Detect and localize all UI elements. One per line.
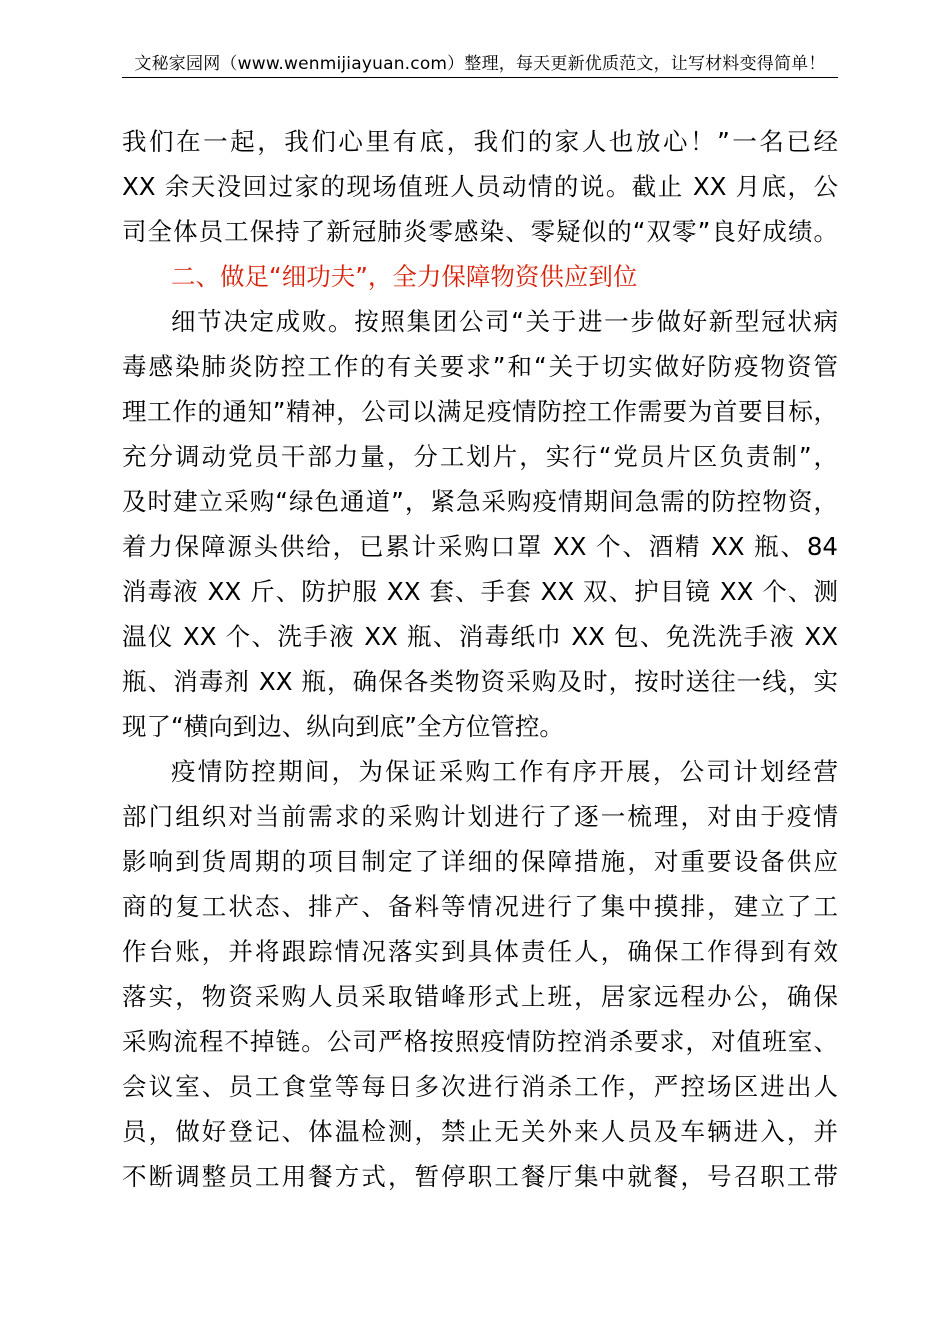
paragraph-line: 消毒液 XX 斤、防护服 XX 套、手套 XX 双、护目镜 XX 个、测 — [122, 577, 838, 606]
section-heading: 二、做足“细功夫”，全力保障物资供应到位 — [171, 262, 638, 291]
paragraph-line: 充分调动党员干部力量，分工划片，实行“党员片区负责制”， — [122, 442, 838, 471]
paragraph-line: 我们在一起，我们心里有底，我们的家人也放心！”一名已经 — [122, 127, 838, 156]
paragraph-line: 部门组织对当前需求的采购计划进行了逐一梳理，对由于疫情 — [122, 802, 838, 831]
paragraph-line: 瓶、消毒剂 XX 瓶，确保各类物资采购及时，按时送往一线，实 — [122, 667, 838, 696]
paragraph-line: 毒感染肺炎防控工作的有关要求”和“关于切实做好防疫物资管 — [122, 352, 838, 381]
paragraph-line: 疫情防控期间，为保证采购工作有序开展，公司计划经营 — [171, 757, 838, 786]
paragraph-line: 作台账，并将跟踪情况落实到具体责任人，确保工作得到有效 — [122, 937, 838, 966]
paragraph-line: 理工作的通知”精神，公司以满足疫情防控工作需要为首要目标， — [122, 397, 838, 426]
paragraph-line: 现了“横向到边、纵向到底”全方位管控。 — [122, 712, 564, 741]
paragraph-line: 着力保障源头供给，已累计采购口罩 XX 个、酒精 XX 瓶、84 — [122, 532, 838, 561]
page-header: 文秘家园网（www.wenmijiayuan.com）整理，每天更新优质范文，让写材料变得简单！ — [134, 54, 826, 74]
paragraph-line: 影响到货周期的项目制定了详细的保障措施，对重要设备供应 — [122, 847, 838, 876]
paragraph-line: 及时建立采购“绿色通道”，紧急采购疫情期间急需的防控物资， — [122, 487, 838, 516]
header-divider — [122, 77, 838, 78]
paragraph-line: 司全体员工保持了新冠肺炎零感染、零疑似的“双零”良好成绩。 — [122, 217, 838, 246]
paragraph-line: 采购流程不掉链。公司严格按照疫情防控消杀要求，对值班室、 — [122, 1027, 838, 1056]
paragraph-line: XX 余天没回过家的现场值班人员动情的说。截止 XX 月底，公 — [122, 172, 838, 201]
paragraph-line: 细节决定成败。按照集团公司“关于进一步做好新型冠状病 — [171, 307, 838, 336]
paragraph-line: 落实，物资采购人员采取错峰形式上班，居家远程办公，确保 — [122, 982, 838, 1011]
paragraph-line: 会议室、员工食堂等每日多次进行消杀工作，严控场区进出人 — [122, 1072, 838, 1101]
paragraph-line: 商的复工状态、排产、备料等情况进行了集中摸排，建立了工 — [122, 892, 838, 921]
paragraph-line: 员，做好登记、体温检测，禁止无关外来人员及车辆进入，并 — [122, 1117, 838, 1146]
paragraph-line: 温仪 XX 个、洗手液 XX 瓶、消毒纸巾 XX 包、免洗洗手液 XX — [122, 622, 838, 651]
paragraph-line: 不断调整员工用餐方式，暂停职工餐厅集中就餐，号召职工带 — [122, 1162, 838, 1191]
